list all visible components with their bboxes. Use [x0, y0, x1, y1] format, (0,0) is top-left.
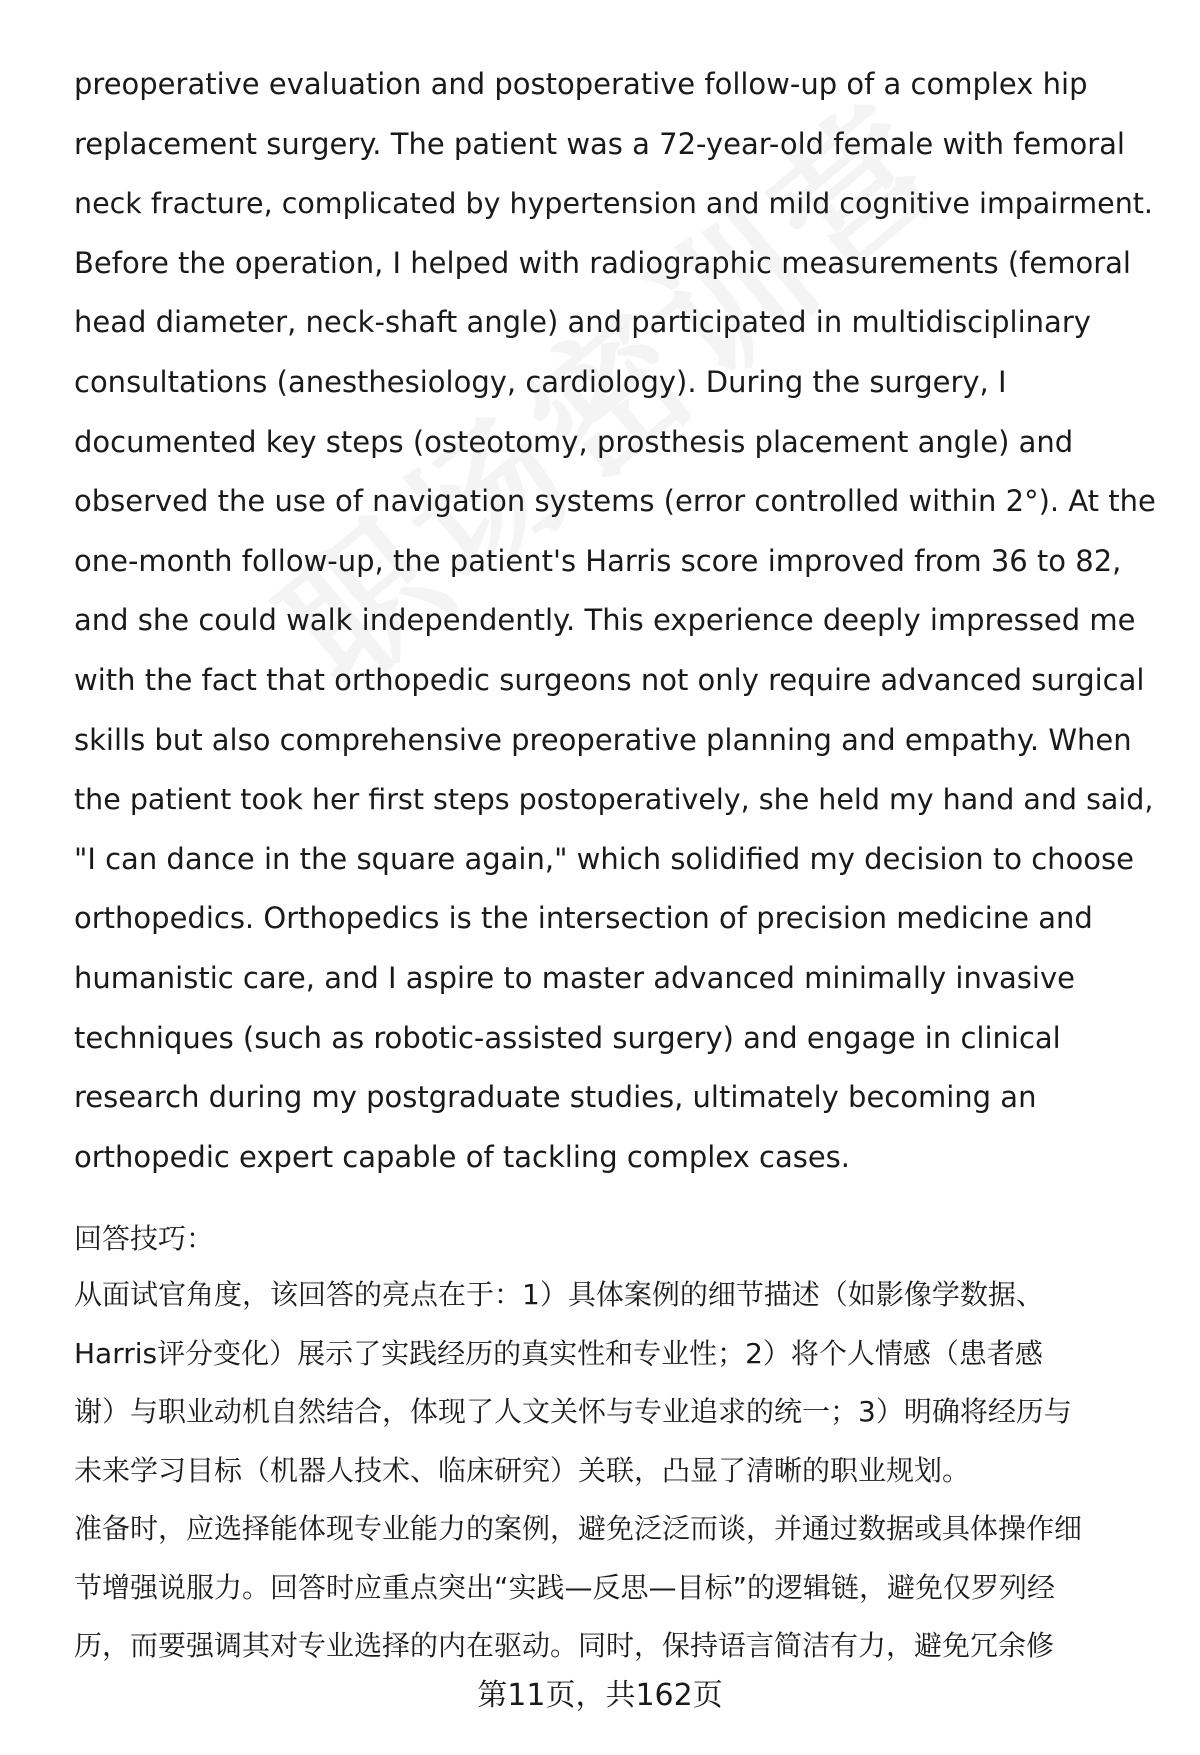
- paragraph-line: documented key steps (osteotomy, prosthesis placement angle) and: [74, 424, 1074, 459]
- tips-paragraph: [74, 1266, 1154, 1676]
- paragraph-line: skills but also comprehensive preoperative planning and empathy. When: [74, 722, 1132, 757]
- paragraph-line: "I can dance in the square again," which solidified my decision to choose: [74, 841, 1134, 876]
- paragraph-line: Before the operation, I helped with radiographic measurements (femoral: [74, 245, 1131, 280]
- paragraph-line: one-month follow-up, the patient's Harris score improved from 36 to 82,: [74, 543, 1122, 578]
- tips-heading: 回答技巧：: [74, 1222, 215, 1255]
- paragraph-line: neck fracture, complicated by hypertension and mild cognitive impairment.: [74, 187, 1153, 221]
- paragraph-line: consultations (anesthesiology, cardiology). During the surgery, I: [74, 364, 1007, 399]
- tips-line: Harris评分变化）展示了实践经历的真实性和专业性；2）将个人情感（患者感: [74, 1336, 1043, 1370]
- english-paragraph: [74, 55, 1154, 1187]
- tips-line: 从面试官角度，该回答的亮点在于：1）具体案例的细节描述（如影像学数据、: [74, 1278, 1044, 1311]
- paragraph-line: orthopedic expert capable of tackling complex cases.: [74, 1139, 850, 1174]
- paragraph-line: the patient took her first steps postoperatively, she held my hand and said,: [74, 783, 1154, 817]
- paragraph-line: humanistic care, and I aspire to master advanced minimally invasive: [74, 960, 1075, 995]
- paragraph-line: preoperative evaluation and postoperative follow-up of a complex hip: [74, 67, 1088, 101]
- paragraph-line: observed the use of navigation systems (error controlled within 2°). At the: [74, 484, 1156, 519]
- paragraph-line: orthopedics. Orthopedics is the intersection of precision medicine and: [74, 901, 1093, 936]
- page-number-footer: 第11页，共162页: [477, 1678, 723, 1713]
- paragraph-line: techniques (such as robotic-assisted surgery) and engage in clinical: [74, 1020, 1061, 1055]
- tips-line: 谢）与职业动机自然结合，体现了人文关怀与专业追求的统一；3）明确将经历与: [74, 1395, 1072, 1428]
- paragraph-line: and she could walk independently. This experience deeply impressed me: [74, 603, 1136, 638]
- tips-line: 未来学习目标（机器人技术、临床研究）关联，凸显了清晰的职业规划。: [74, 1453, 971, 1487]
- tips-line: 准备时，应选择能体现专业能力的案例，避免泛泛而谈，并通过数据或具体操作细: [74, 1512, 1083, 1545]
- paragraph-line: research during my postgraduate studies, ultimately becoming an: [74, 1080, 1037, 1115]
- paragraph-line: with the fact that orthopedic surgeons not only require advanced surgical: [74, 662, 1145, 697]
- tips-line: 历，而要强调其对专业选择的内在驱动。同时，保持语言简洁有力，避免冗余修: [74, 1629, 1055, 1662]
- paragraph-line: head diameter, neck-shaft angle) and participated in multidisciplinary: [74, 305, 1091, 340]
- tips-section-heading: [74, 1210, 1154, 1269]
- paragraph-line: replacement surgery. The patient was a 72-year-old female with femoral: [74, 126, 1125, 161]
- tips-line: 节增强说服力。回答时应重点突出“实践—反思—目标”的逻辑链，避免仅罗列经: [74, 1570, 1056, 1604]
